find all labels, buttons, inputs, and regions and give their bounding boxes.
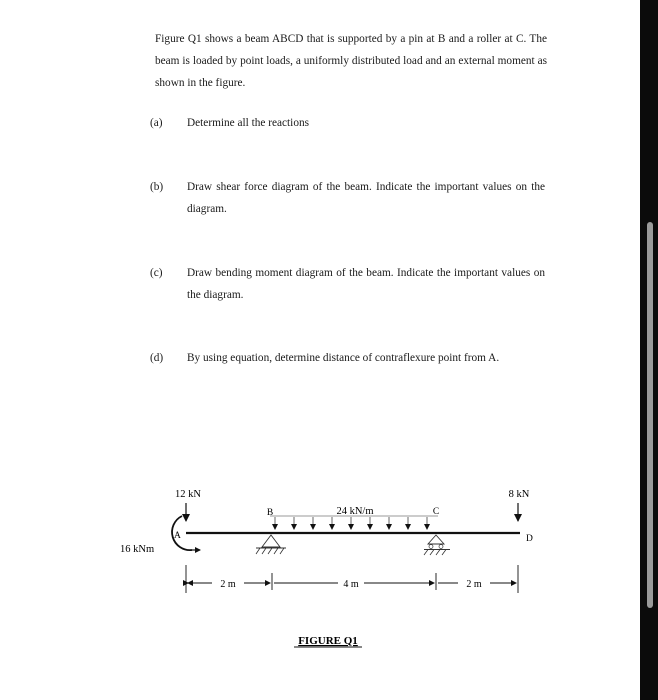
label-c: C bbox=[432, 507, 440, 517]
question-label: (a) bbox=[150, 117, 163, 129]
label-a: A bbox=[174, 531, 181, 541]
question-text: Draw shear force diagram of the beam. Indicate the important values on the diagram. bbox=[187, 181, 545, 215]
point-load-d-label: 8 kN bbox=[508, 489, 530, 500]
question-text: By using equation, determine distance of contraflexure point from A. bbox=[187, 352, 500, 364]
pin-support-b-icon bbox=[256, 535, 286, 554]
question-label: (d) bbox=[150, 352, 164, 364]
viewer-side-panel bbox=[640, 0, 658, 700]
scrollbar-thumb[interactable] bbox=[647, 222, 653, 608]
roller-support-c-icon bbox=[424, 535, 450, 555]
question-label: (c) bbox=[150, 267, 163, 279]
label-d: D bbox=[526, 534, 533, 544]
udl-label: 24 kN/m bbox=[336, 506, 374, 517]
question-label: (b) bbox=[150, 181, 164, 193]
moment-label: 16 kNm bbox=[120, 544, 155, 555]
intro-paragraph: Figure Q1 shows a beam ABCD that is supported by a pin at B and a roller at C. The beam is loaded by point loads, a uniformly distributed load and an external moment as shown in the figure. bbox=[155, 33, 547, 89]
question-text: Draw bending moment diagram of the beam. Indicate the important values on the diagram. bbox=[187, 267, 545, 301]
question-text: Determine all the reactions bbox=[187, 117, 310, 129]
label-b: B bbox=[266, 508, 274, 518]
dimension-cd: 2 m bbox=[466, 579, 482, 590]
udl-arrows bbox=[270, 516, 438, 529]
dimension-ab: 2 m bbox=[220, 579, 236, 590]
dimension-bc: 4 m bbox=[343, 579, 359, 590]
figure-caption: FIGURE Q1 bbox=[298, 635, 358, 647]
point-load-a-label: 12 kN bbox=[175, 489, 201, 500]
